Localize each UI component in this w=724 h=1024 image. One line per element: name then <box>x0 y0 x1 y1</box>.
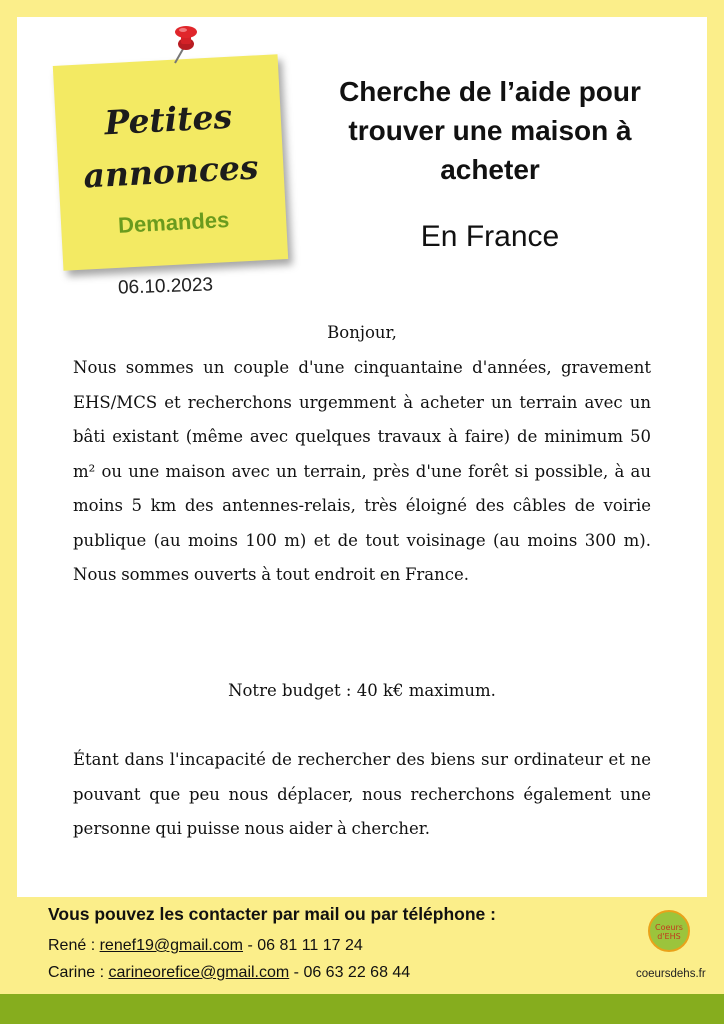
contact-name: René : <box>48 937 100 954</box>
footer-bar <box>0 994 724 1024</box>
contact-phone: - 06 81 11 17 24 <box>243 937 363 954</box>
paragraph-help: Étant dans l'incapacité de rechercher des biens sur ordinateur et ne pouvant que peu nous déplacer, nous recherchons également une personne qui puisse nous aider à chercher. <box>73 750 651 838</box>
email-link-rene[interactable]: renef19@gmail.com <box>99 937 244 954</box>
greeting: Bonjour, <box>327 323 397 342</box>
budget-line: Notre budget : 40 k€ maximum. <box>228 681 496 700</box>
email-link-carine[interactable]: carineorefice@gmail.com <box>108 964 290 981</box>
contact-heading: Vous pouvez les contacter par mail ou par téléphone : <box>48 904 496 924</box>
paragraph-request: Nous sommes un couple d'une cinquantaine d'années, gravement EHS/MCS et recherchons urgemment à acheter un terrain avec un bâti existant (même avec quelques travaux à faire) de minimum 50 m² ou une maison avec un terrain, près d'une forêt si possible, à au moins 5 km des antennes-relais, très éloigné des câbles de voirie publique (au moins 100 m) et de tout voisinage (au moins 300 m). Nous sommes ouverts à tout endroit en France. <box>73 358 651 584</box>
pushpin-icon <box>164 23 202 71</box>
sticky-note <box>53 54 288 270</box>
note-title-line2: annonces <box>82 147 260 196</box>
subheadline: En France <box>420 220 560 253</box>
post-date: 06.10.2023 <box>117 274 214 299</box>
note-category: Demandes <box>117 207 230 238</box>
headline: Cherche de l’aide pour trouver une maison à acheter <box>339 76 641 185</box>
contact-row-carine <box>48 964 410 982</box>
contact-name: Carine : <box>48 964 109 981</box>
contact-row-rene <box>48 937 363 955</box>
note-title-line1: Petites <box>103 96 233 143</box>
website-label: coeursdehs.fr <box>636 968 706 980</box>
logo-text: Coeurs d'EHS <box>655 923 683 941</box>
contact-phone: - 06 63 22 68 44 <box>289 964 411 981</box>
coeurs-dehs-logo <box>648 910 690 952</box>
